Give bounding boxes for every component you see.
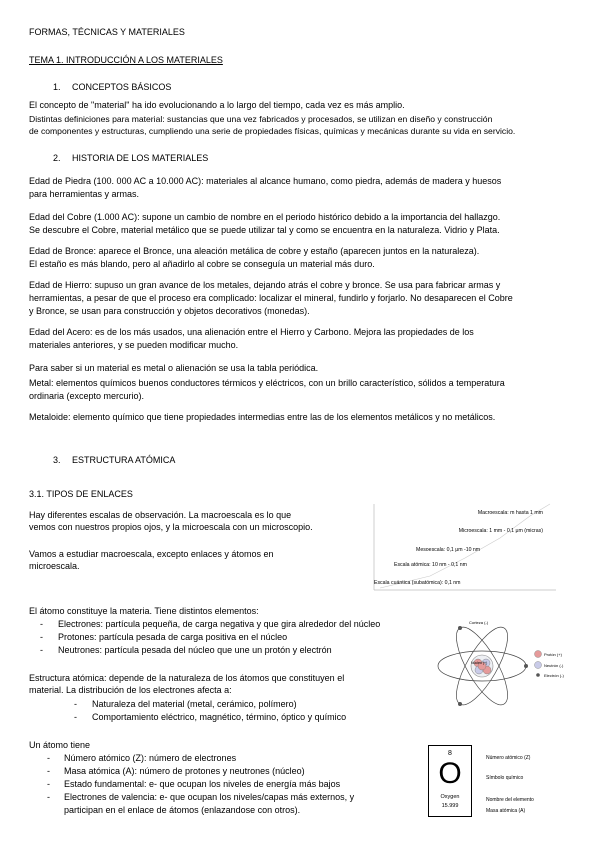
prop-electrones-valencia-cont: participan en el enlace de átomos (enlazandose con otros). <box>64 805 301 815</box>
edad-hierro-line-2: herramientas, a pesar de que el proceso era complicado: localizar el mineral, fundirlo y forjarlo. No desaparecen el Cobre <box>29 293 513 303</box>
section-1-number: 1. <box>53 82 61 92</box>
section-1-title: CONCEPTOS BÁSICOS <box>72 82 172 92</box>
s1-paragraph-2-line-1: Distintas definiciones para material: sustancias que una vez fabricados y procesados, se utilizan en diseño y construcción <box>29 114 493 124</box>
element-symbol: O <box>438 757 462 790</box>
escalas-line-2: vemos con nuestros propios ojos, y la microescala con un microscopio. <box>29 522 313 532</box>
edad-hierro-line-3: y Bronce, se usan para construcción y objetos decorativos (monedas). <box>29 306 310 316</box>
atom-nucleo-label: Núcleo (+) <box>471 661 488 665</box>
document-header: FORMAS, TÉCNICAS Y MATERIALES <box>29 27 185 37</box>
element-tile <box>428 745 472 817</box>
bullet-dash: - <box>47 779 50 789</box>
edad-cobre-line-1: Edad del Cobre (1.000 AC): supone un cambio de nombre en el periodo histórico debido a la importancia del hallazgo. <box>29 212 501 222</box>
bullet-dash: - <box>74 699 77 709</box>
vamos-line-1: Vamos a estudiar macroescala, excepto enlaces y átomos en <box>29 549 274 559</box>
element-label-z: Número atómico (Z) <box>486 755 531 761</box>
particula-protones: Protones: partícula pesada de carga positiva en el núcleo <box>58 632 288 642</box>
atom-diagram <box>435 612 585 724</box>
bullet-dash: - <box>47 753 50 763</box>
afecta-comportamiento: Comportamiento eléctrico, magnético, término, óptico y químico <box>92 712 347 722</box>
atomo-intro: El átomo constituye la materia. Tiene distintos elementos: <box>29 606 259 616</box>
bullet-dash: - <box>40 632 43 642</box>
element-label-name: Nombre del elemento <box>486 797 534 803</box>
prop-electrones-valencia: Electrones de valencia: e- que ocupan los niveles/capas más externos, y <box>64 792 355 802</box>
atomo-tiene-heading: Un átomo tiene <box>29 740 91 750</box>
edad-acero-line-1: Edad del Acero: es de los más usados, una alienación entre el Hierro y Carbono. Mejora las propiedades de los <box>29 327 474 337</box>
prop-masa-atomica: Masa atómica (A): número de protones y neutrones (núcleo) <box>64 766 305 776</box>
legend-proton: Protón (+) <box>544 652 562 657</box>
edad-piedra-line-2: para herramientas y armas. <box>29 189 140 199</box>
estructura-line-2: material. La distribución de los electrones afecta a: <box>29 685 232 695</box>
scale-micro-label: Microescala: 1 mm - 0,1 μm (micras) <box>458 528 543 534</box>
scale-macro-label: Macroescala: m hasta 1 mm <box>477 510 543 516</box>
element-atomic-number: 8 <box>448 750 452 757</box>
section-2-number: 2. <box>53 153 61 163</box>
edad-acero-line-2: materiales anteriores, y se pueden modificar mucho. <box>29 340 239 350</box>
edad-piedra-line-1: Edad de Piedra (100. 000 AC a 10.000 AC): materiales al alcance humano, como piedra, además de madera y huesos <box>29 176 502 186</box>
subsection-tipos-enlaces: 3.1. TIPOS DE ENLACES <box>29 489 133 499</box>
afecta-naturaleza: Naturaleza del material (metal, cerámico, polímero) <box>92 699 297 709</box>
escalas-line-1: Hay diferentes escalas de observación. La macroescala es lo que <box>29 510 292 520</box>
scale-meso-label: Mesoescala: 0,1 μm -10 nm <box>416 547 481 553</box>
prop-estado-fundamental: Estado fundamental: e- que ocupan los niveles de energía más bajos <box>64 779 341 789</box>
estructura-line-1: Estructura atómica: depende de la naturaleza de los átomos que constituyen el <box>29 673 345 683</box>
s1-paragraph-2-line-2: de componentes y estructuras, cumpliendo una serie de propiedades físicas, químicas y mecánicas durante su vida en servicio. <box>29 126 516 136</box>
scale-diagram <box>360 498 560 594</box>
bullet-dash: - <box>47 766 50 776</box>
particula-neutrones: Neutrones: partícula pesada del núcleo que une un protón y electrón <box>58 645 332 655</box>
edad-bronce-line-1: Edad de Bronce: aparece el Bronce, una aleación metálica de cobre y estaño (aparecen juntos en la naturaleza). <box>29 246 480 256</box>
prop-numero-atomico: Número atómico (Z): número de electrones <box>64 753 237 763</box>
vamos-line-2: microescala. <box>29 561 80 571</box>
metal-line-2: ordinaria (excepto mercurio). <box>29 391 145 401</box>
s1-paragraph-1: El concepto de "material" ha ido evolucionando a lo largo del tiempo, cada vez es más amplio. <box>29 100 405 110</box>
edad-hierro-line-1: Edad de Hierro: supuso un gran avance de los metales, dejando atrás el cobre y bronce. Se usa para fabricar armas y <box>29 280 501 290</box>
element-label-symbol: Símbolo químico <box>486 775 524 781</box>
element-name: Oxygen <box>440 794 460 800</box>
legend-neutron: Neutrón (-) <box>544 663 564 668</box>
element-label-mass: Masa atómica (A) <box>486 808 526 814</box>
edad-bronce-line-2: El estaño es más blando, pero al añadirlo al cobre se conseguía un material más duro. <box>29 259 375 269</box>
section-2-title: HISTORIA DE LOS MATERIALES <box>72 153 209 163</box>
element-mass: 15.999 <box>441 803 459 809</box>
scale-atomic-label: Escala atómica: 10 nm - 0,1 nm <box>394 562 467 568</box>
bullet-dash: - <box>40 645 43 655</box>
legend-electron: Electrón (-) <box>544 673 564 678</box>
metal-line-1: Metal: elementos químicos buenos conductores térmicos y eléctricos, con un brillo característico, sólidos a temperatura <box>29 378 505 388</box>
section-3-title: ESTRUCTURA ATÓMICA <box>72 455 176 465</box>
bullet-dash: - <box>40 619 43 629</box>
tema-title: TEMA 1. INTRODUCCIÓN A LOS MATERIALES <box>29 55 223 65</box>
bullet-dash: - <box>47 792 50 802</box>
section-3-number: 3. <box>53 455 61 465</box>
atom-corteza-label: Corteza (-) <box>469 620 489 625</box>
edad-cobre-line-2: Se descubre el Cobre, material metálico que se puede utilizar tal y como se encuentra en la naturaleza. Vidrio y Plata. <box>29 225 500 235</box>
metaloide-text: Metaloide: elemento químico que tiene propiedades intermedias entre las de los elementos metálicos y no metálicos. <box>29 412 496 422</box>
scale-quantum-label: Escala cuántica (subatómica): 0,1 nm <box>374 580 461 586</box>
bullet-dash: - <box>74 712 77 722</box>
particula-electrones: Electrones: partícula pequeña, de carga negativa y que gira alrededor del núcleo <box>58 619 381 629</box>
tabla-periodica-text: Para saber si un material es metal o alienación se usa la tabla periódica. <box>29 363 319 373</box>
